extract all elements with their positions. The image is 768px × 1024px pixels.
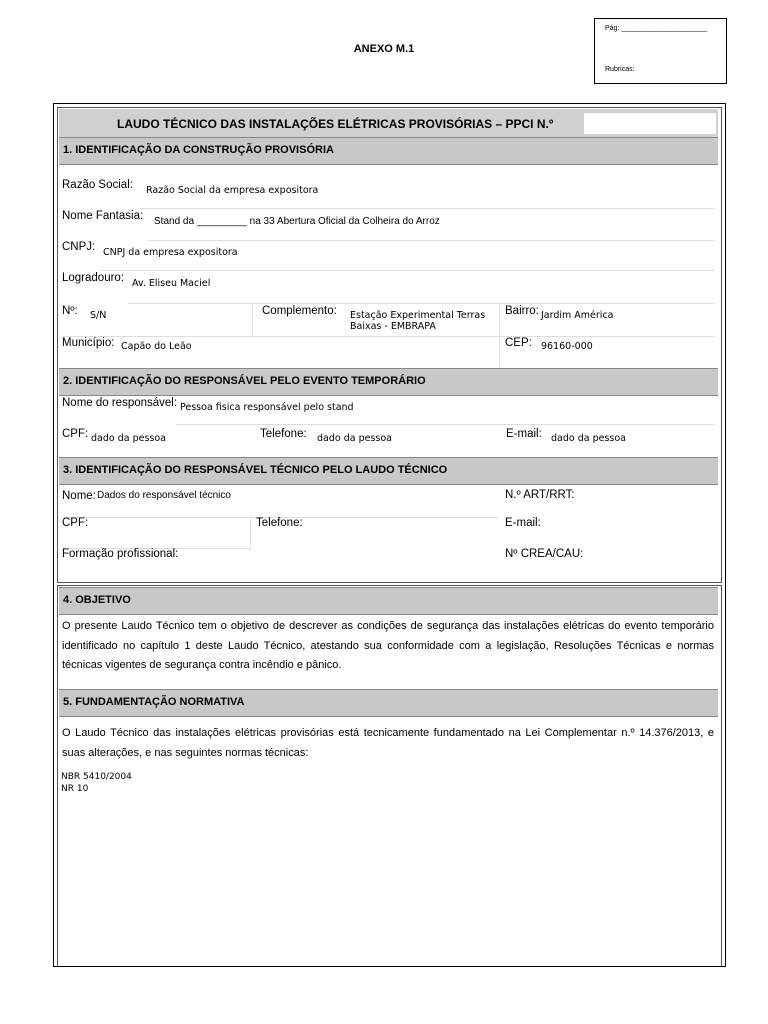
form-title-bar [59,109,718,138]
responsavel-nome-label: Nome do responsável: [62,397,178,409]
section4-heading-text: 4. OBJETIVO [63,594,131,606]
divider [140,208,715,209]
complemento-label: Complemento: [262,305,337,317]
responsavel-cpf-value[interactable]: dado da pessoa [91,433,166,444]
nome-fantasia-label: Nome Fantasia: [62,210,144,222]
logradouro-label: Logradouro: [62,272,125,284]
responsavel-telefone-label: Telefone: [260,428,307,440]
section5-heading-text: 5. FUNDAMENTAÇÃO NORMATIVA [63,696,245,708]
objetivo-text: O presente Laudo Técnico tem o objetivo de descrever as condições de segurança das instalações elétricas do evento temporário identificado no capítulo 1 deste Laudo Técnico, atestando sua conformidade com a legislação, Resoluções Técnicas e normas técnicas vigentes de segurança contra incêndio e pânico. [62,620,714,671]
bairro-value[interactable]: Jardim América [541,310,614,321]
divider [62,336,715,337]
divider [148,240,715,241]
norm-item: NBR 5410/2004 [61,772,132,782]
complemento-value-1[interactable]: Estação Experimental Terras [350,310,486,321]
form-title: LAUDO TÉCNICO DAS INSTALAÇÕES ELÉTRICAS PROVISÓRIAS – PPCI N.º [117,117,554,131]
rt-telefone-label: Telefone: [256,517,303,529]
cep-value[interactable]: 96160-000 [541,341,593,352]
ppci-number-field[interactable] [584,113,716,134]
numero-label: Nº: [62,305,78,317]
logradouro-value[interactable]: Av. Eliseu Maciel [132,278,211,289]
cnpj-value[interactable]: CNPJ da empresa expositora [103,247,238,258]
responsavel-nome-value[interactable]: Pessoa fisica responsável pelo stand [180,402,354,413]
section2-heading-text: 2. IDENTIFICAÇÃO DO RESPONSÁVEL PELO EVENTO TEMPORÁRIO [63,375,426,387]
razao-social-label: Razão Social: [62,179,133,191]
fundamentacao-text: O Laudo Técnico das instalações elétricas provisórias está tecnicamente fundamentado na Lei Complementar n.º 14.376/2013, e suas alterações, e nas seguintes normas técnicas: [62,727,714,759]
divider [252,305,253,335]
rt-formacao-label: Formação profissional: [62,548,179,560]
bairro-label: Bairro: [505,305,539,317]
cep-label: CEP: [505,337,532,349]
section2-heading [59,368,718,396]
section1-heading [59,137,718,165]
section3-heading [59,457,718,485]
razao-social-value[interactable]: Razão Social da empresa expositora [146,185,319,196]
numero-value[interactable]: S/N [90,310,107,321]
divider [250,517,251,549]
municipio-label: Município: [62,337,115,349]
divider [176,424,715,425]
rt-email-label: E-mail: [505,517,541,529]
rt-cpf-label: CPF: [62,517,89,529]
section1-heading-text: 1. IDENTIFICAÇÃO DA CONSTRUÇÃO PROVISÓRIA [63,144,334,156]
divider [128,303,715,304]
cnpj-label: CNPJ: [62,241,96,253]
page-number-label: Pág: ______________________ [605,25,707,32]
section4-heading [59,587,718,615]
nome-fantasia-value[interactable]: Stand da _________ na 33 Abertura Oficial da Colheira do Arroz [154,216,440,227]
rt-nome-value[interactable]: Dados do responsável técnico [97,490,231,501]
responsavel-telefone-value[interactable]: dado da pessoa [317,433,392,444]
rt-crea-label: Nº CREA/CAU: [505,548,584,560]
section5-heading [59,689,718,717]
responsavel-cpf-label: CPF: [62,428,89,440]
rt-art-label: N.º ART/RRT: [505,489,575,501]
annex-title: ANEXO M.1 [353,43,415,55]
divider [100,270,715,271]
rt-nome-label: Nome: [62,490,96,502]
municipio-value[interactable]: Capão do Leão [121,341,192,352]
complemento-value-2[interactable]: Baixas - EMBRAPA [350,321,436,332]
section3-heading-text: 3. IDENTIFICAÇÃO DO RESPONSÁVEL TÉCNICO PELO LAUDO TÉCNICO [63,464,448,476]
responsavel-email-value[interactable]: dado da pessoa [551,433,626,444]
norms-list [61,771,132,795]
responsavel-email-label: E-mail: [506,428,542,440]
initials-label: Rubricas: [605,66,635,73]
norm-item: NR 10 [61,784,89,794]
